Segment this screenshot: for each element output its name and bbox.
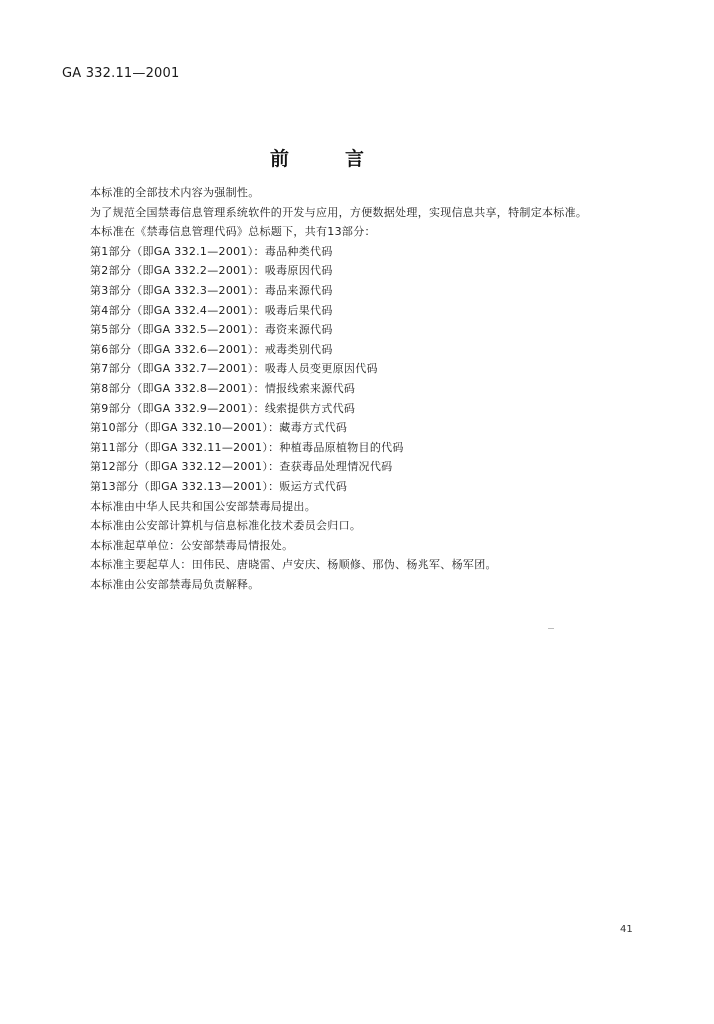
paragraph-interpretation: 本标准由公安部禁毒局负责解释。: [90, 577, 260, 591]
part-list-item: 第7部分（即GA 332.7—2001）：吸毒人员变更原因代码: [90, 362, 378, 376]
foreword-body: [90, 183, 670, 594]
part-list-item: 第12部分（即GA 332.12—2001）：查获毒品处理情况代码: [90, 460, 393, 474]
paragraph-purpose: 为了规范全国禁毒信息管理系统软件的开发与应用，方便数据处理，实现信息共享，特制定本标准。: [90, 205, 588, 219]
part-list-item: 第6部分（即GA 332.6—2001）：戒毒类别代码: [90, 342, 333, 356]
paragraph-administrator: 本标准由公安部计算机与信息标准化技术委员会归口。: [90, 519, 362, 533]
part-list-item: 第9部分（即GA 332.9—2001）：线索提供方式代码: [90, 401, 356, 415]
page-number: 41: [620, 924, 633, 935]
part-list-item: 第3部分（即GA 332.3—2001）：毒品来源代码: [90, 283, 333, 297]
part-list-item: 第4部分（即GA 332.4—2001）：吸毒后果代码: [90, 303, 333, 317]
part-list-item: 第10部分（即GA 332.10—2001）：藏毒方式代码: [90, 421, 348, 435]
part-list-item: 第11部分（即GA 332.11—2001）：种植毒品原植物目的代码: [90, 440, 404, 454]
part-list-item: 第8部分（即GA 332.8—2001）：情报线索来源代码: [90, 381, 356, 395]
part-list-item: 第13部分（即GA 332.13—2001）：贩运方式代码: [90, 479, 348, 493]
part-list-item: 第2部分（即GA 332.2—2001）：吸毒原因代码: [90, 264, 333, 278]
foreword-title: 前言: [270, 148, 421, 170]
paragraph-proposer: 本标准由中华人民共和国公安部禁毒局提出。: [90, 499, 316, 513]
paragraph-mandatory: 本标准的全部技术内容为强制性。: [90, 186, 260, 199]
paragraph-drafters: 本标准主要起草人：田伟民、唐晓雷、卢安庆、杨顺修、邢伪、杨兆军、杨军团。: [90, 558, 497, 572]
scan-speck: [548, 628, 554, 629]
paragraph-drafting-unit: 本标准起草单位：公安部禁毒局情报处。: [90, 538, 294, 552]
paragraph-parts-intro: 本标准在《禁毒信息管理代码》总标题下，共有13部分：: [90, 225, 376, 239]
part-list-item: 第5部分（即GA 332.5—2001）：毒资来源代码: [90, 323, 333, 337]
document-number: GA 332.11—2001: [62, 66, 180, 81]
part-list-item: 第1部分（即GA 332.1—2001）：毒品种类代码: [90, 244, 333, 258]
